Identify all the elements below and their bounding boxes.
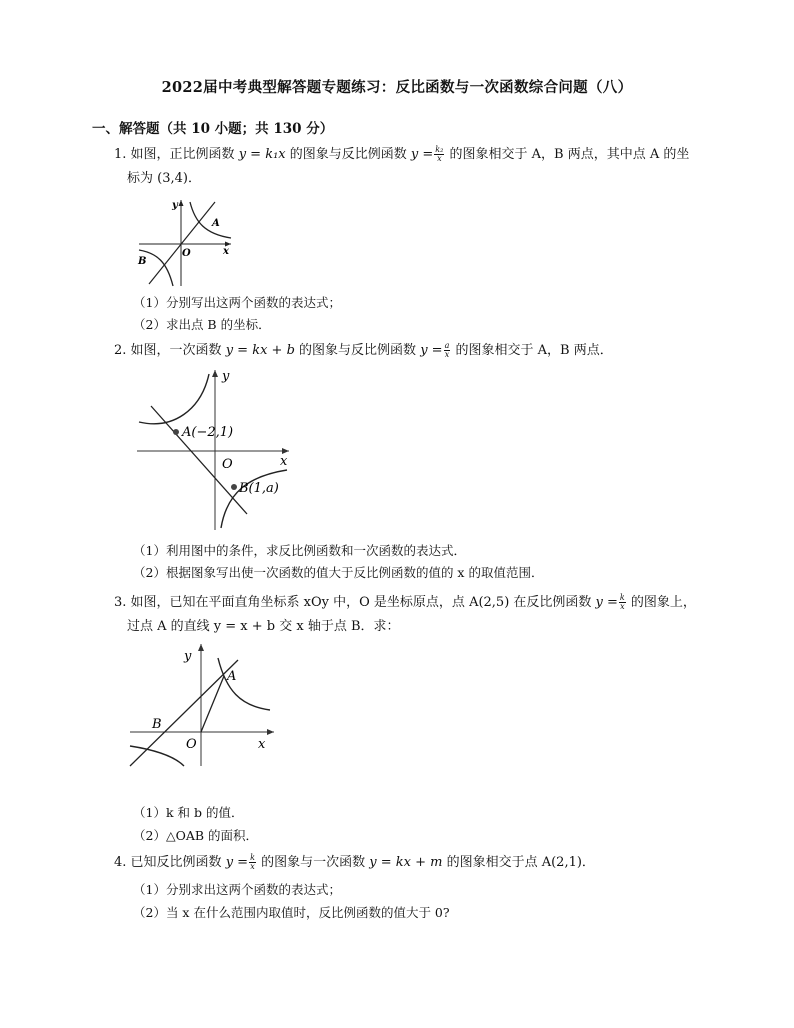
question-number: 2. (114, 343, 127, 358)
question-3-part-1: （1）k 和 b 的值． (133, 805, 244, 820)
question-2-stem: 2. 如图，一次函数 y = kx + b 的图象与反比例函数 y = $\frac{a}{x}$ 的图象相交于 A，B 两点． (114, 341, 613, 359)
figure-3-y-label: y (184, 649, 192, 664)
figure-3-x-label: x (258, 737, 266, 752)
fraction: $\frac{a}{x}$ (444, 341, 450, 359)
figure-3-origin-label: O (186, 737, 197, 752)
question-number: 4. (114, 855, 127, 870)
figure-1-origin-label: O (182, 248, 191, 259)
question-4-part-1: （1）分别求出这两个函数的表达式； (133, 882, 341, 897)
question-number: 1. (114, 147, 127, 162)
question-2-part-1: （1）利用图中的条件，求反比例函数和一次函数的表达式． (133, 543, 466, 558)
figure-3-point-a-label: A (227, 669, 237, 684)
question-3-stem: 3. 如图，已知在平面直角坐标系 xOy 中，O 是坐标原点，点 A(2,5) 在反比例函数 y = $\frac{k}{x}$ 的图象上， (114, 593, 696, 611)
fraction: $\frac{k}{x}$ (619, 593, 625, 611)
figure-2-y-label: y (222, 369, 230, 384)
figure-1 (135, 196, 235, 288)
figure-1-point-b-label: B (138, 256, 147, 267)
question-4-stem: 4. 已知反比例函数 y = $\frac{k}{x}$ 的图象与一次函数 y = kx + m 的图象相交于点 A(2,1)． (114, 853, 595, 871)
figure-2 (137, 366, 297, 532)
question-1-part-1: （1）分别写出这两个函数的表达式； (133, 295, 341, 310)
question-4-part-2: （2）当 x 在什么范围内取值时，反比例函数的值大于 0? (133, 905, 450, 920)
question-3-stem-cont: 过点 A 的直线 y = x + b 交 x 轴于点 B．求： (127, 619, 400, 634)
figure-1-x-label: x (223, 246, 229, 257)
question-number: 3. (114, 595, 127, 610)
question-1-part-2: （2）求出点 B 的坐标． (133, 317, 271, 332)
fraction: $\frac{\text{k₂}}{x}$ (435, 145, 444, 163)
question-1-stem: 1. 如图，正比例函数 y = k₁x 的图象与反比例函数 y = $\frac{\text{k₂}}{x}$ 的图象相交于 A，B 两点，其中点 A 的坐 (114, 145, 690, 163)
fraction: $\frac{k}{x}$ (250, 853, 255, 871)
question-3-part-2: （2）△OAB 的面积． (133, 828, 259, 843)
equation: y = k₁x (238, 147, 286, 162)
equation: y = kx + m (369, 855, 443, 870)
equation: y = kx + b (225, 343, 295, 358)
figure-1-y-label: y (172, 200, 178, 211)
figure-2-origin-label: O (222, 457, 233, 472)
question-2-part-2: （2）根据图象写出使一次函数的值大于反比例函数的值的 x 的取值范围． (133, 565, 544, 580)
question-1-stem-cont: 标为 (3,4)． (127, 171, 201, 186)
figure-3 (128, 640, 278, 768)
page-title: 2022届中考典型解答题专题练习：反比函数与一次函数综合问题（八） (161, 79, 633, 96)
figure-2-x-label: x (280, 454, 288, 469)
figure-2-point-b-label: B(1,a) (239, 481, 279, 496)
section-heading: 一、解答题（共 10 小题；共 130 分） (92, 121, 334, 137)
figure-2-point-a-label: A(−2,1) (182, 425, 234, 440)
figure-1-point-a-label: A (212, 218, 220, 229)
figure-3-point-b-label: B (152, 717, 162, 732)
